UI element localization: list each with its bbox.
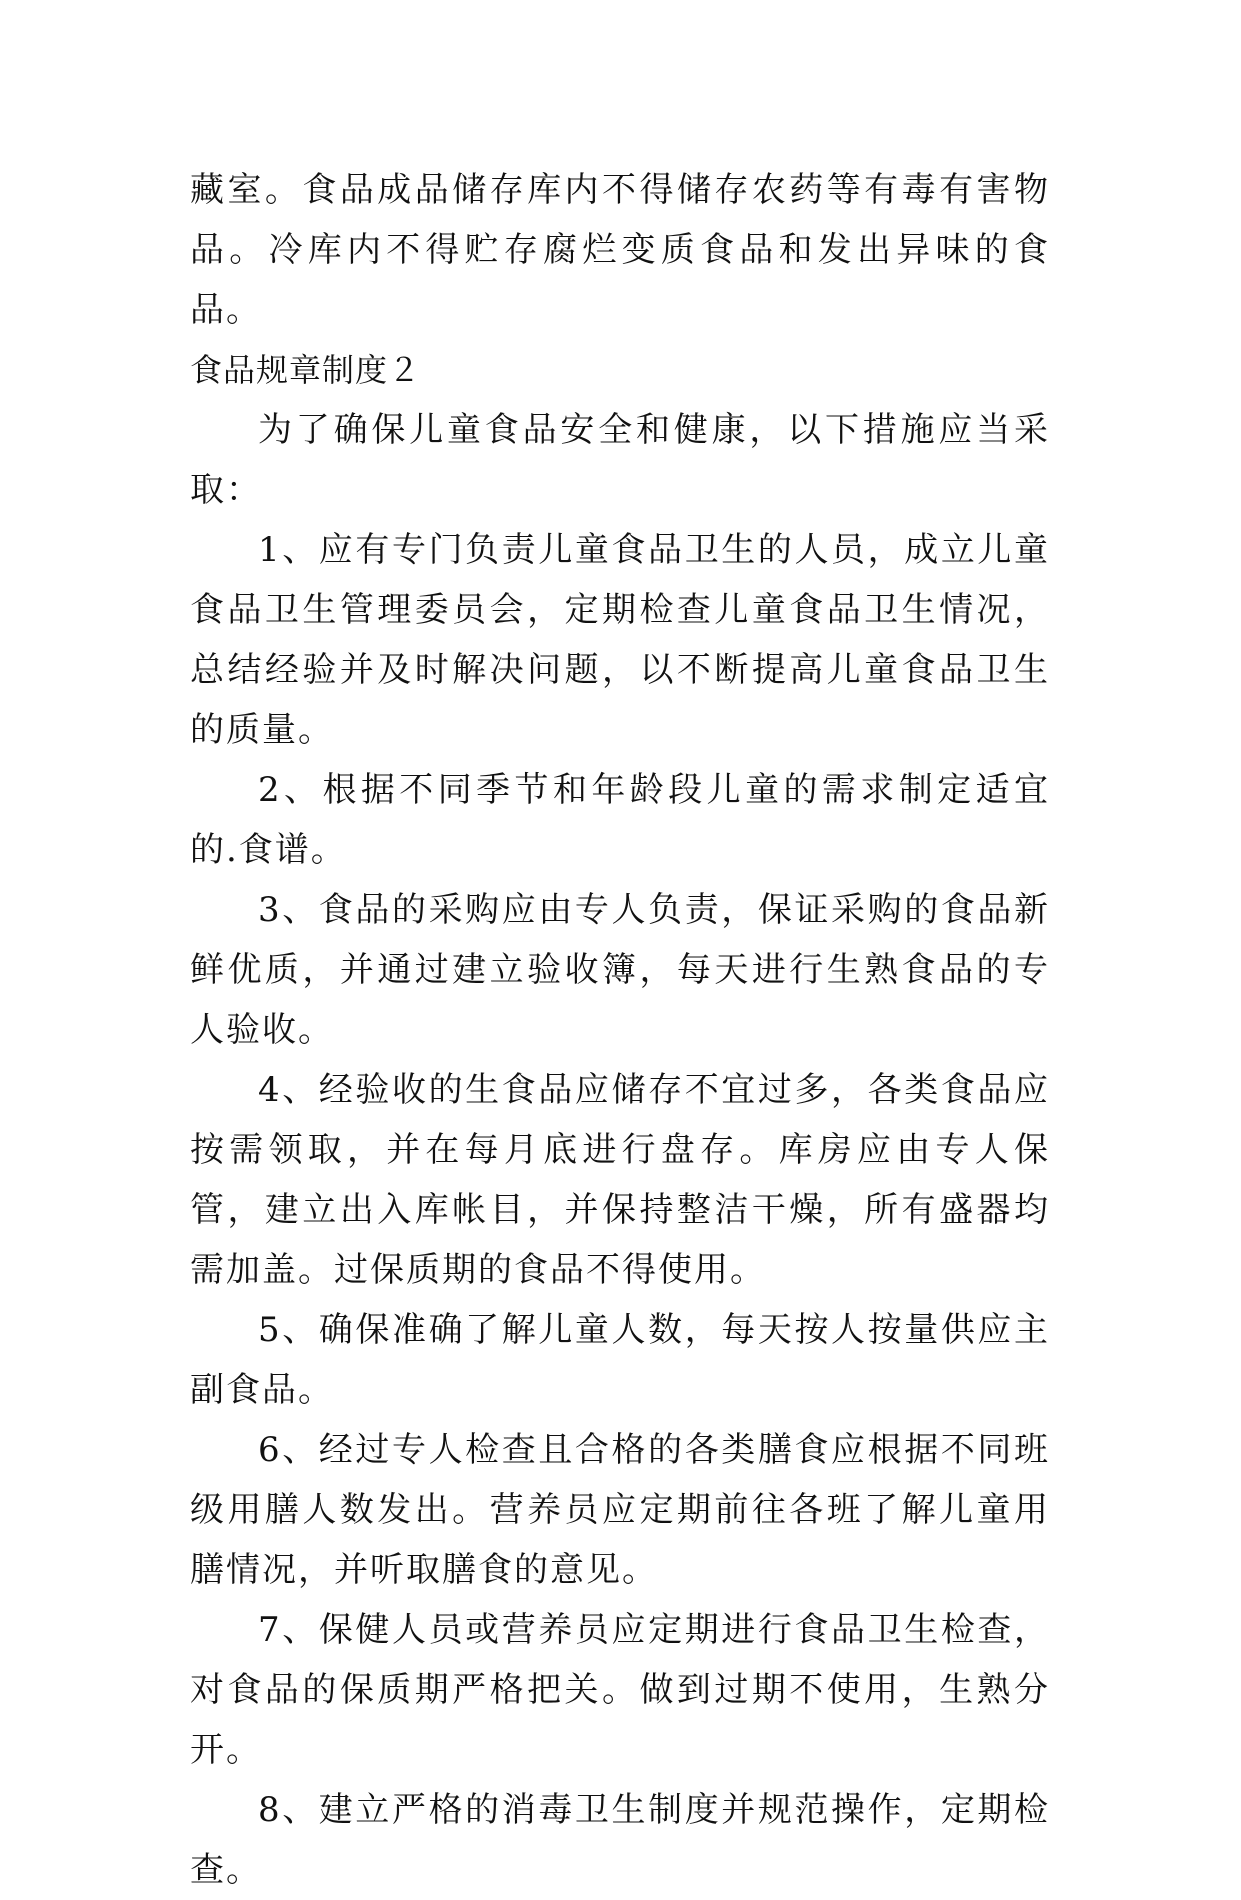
section-title: 食品规章制度２ (190, 351, 422, 389)
list-item-6: 6、经过专人检查且合格的各类膳食应根据不同班级用膳人数发出。营养员应定期前往各班了解儿童用膳情况，并听取膳食的意见。 (190, 1430, 1050, 1590)
list-item-2: 2、根据不同季节和年龄段儿童的需求制定适宜的.食谱。 (190, 770, 1050, 870)
list-item-7: 7、保健人员或营养员应定期进行食品卫生检查，对食品的保质期严格把关。做到过期不使用，生熟分开。 (190, 1610, 1050, 1770)
document-body (190, 160, 1050, 1900)
continued-paragraph: 藏室。食品成品储存库内不得储存农药等有毒有害物品。冷库内不得贮存腐烂变质食品和发出异味的食品。 (190, 170, 1050, 330)
list-item-3: 3、食品的采购应由专人负责，保证采购的食品新鲜优质，并通过建立验收簿，每天进行生熟食品的专人验收。 (190, 890, 1050, 1050)
list-item-8: 8、建立严格的消毒卫生制度并规范操作，定期检查。 (190, 1790, 1050, 1890)
list-item-1: 1、应有专门负责儿童食品卫生的人员，成立儿童食品卫生管理委员会，定期检查儿童食品卫生情况，总结经验并及时解决问题，以不断提高儿童食品卫生的质量。 (190, 530, 1050, 750)
list-item-5: 5、确保准确了解儿童人数，每天按人按量供应主副食品。 (190, 1310, 1050, 1410)
intro-paragraph: 为了确保儿童食品安全和健康，以下措施应当采取： (190, 410, 1050, 510)
list-item-4: 4、经验收的生食品应储存不宜过多，各类食品应按需领取，并在每月底进行盘存。库房应由专人保管，建立出入库帐目，并保持整洁干燥，所有盛器均需加盖。过保质期的食品不得使用。 (190, 1070, 1050, 1290)
